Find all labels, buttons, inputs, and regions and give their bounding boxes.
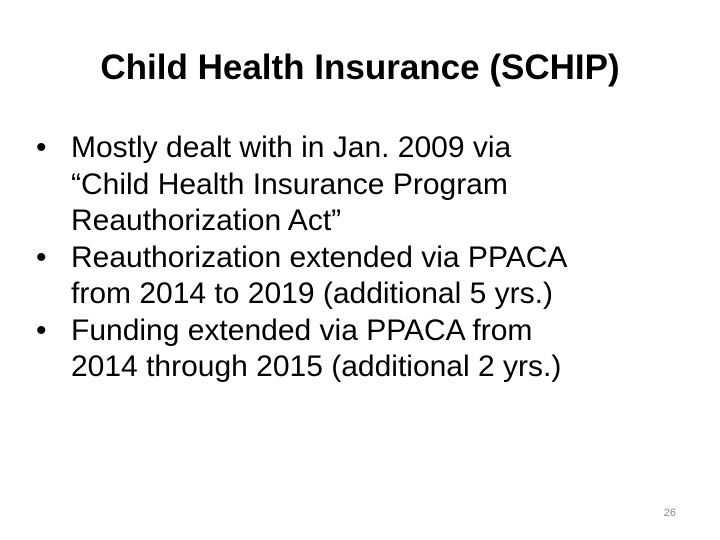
bullet-marker: • <box>36 240 47 274</box>
bullet-text-line: Reauthorization extended via PPACA <box>71 240 568 274</box>
bullet-item <box>36 313 696 386</box>
bullet-text-line: Reauthorization Act” <box>71 204 342 237</box>
bullet-text-line: “Child Health Insurance Program <box>71 167 508 201</box>
bullet-text-line: Funding extended via PPACA from <box>71 313 533 347</box>
page-number: 26 <box>663 507 676 519</box>
bullet-marker: • <box>36 131 47 164</box>
bullet-text-line: from 2014 to 2019 (additional 5 yrs.) <box>71 277 553 310</box>
bullet-list <box>36 130 696 386</box>
bullet-text-line: Mostly dealt with in Jan. 2009 via <box>71 131 512 164</box>
bullet-text-line: 2014 through 2015 (additional 2 yrs.) <box>71 350 562 383</box>
slide-title: Child Health Insurance (SCHIP) <box>100 48 620 87</box>
bullet-item <box>36 240 696 313</box>
bullet-marker: • <box>36 313 47 347</box>
bullet-item <box>36 130 696 240</box>
